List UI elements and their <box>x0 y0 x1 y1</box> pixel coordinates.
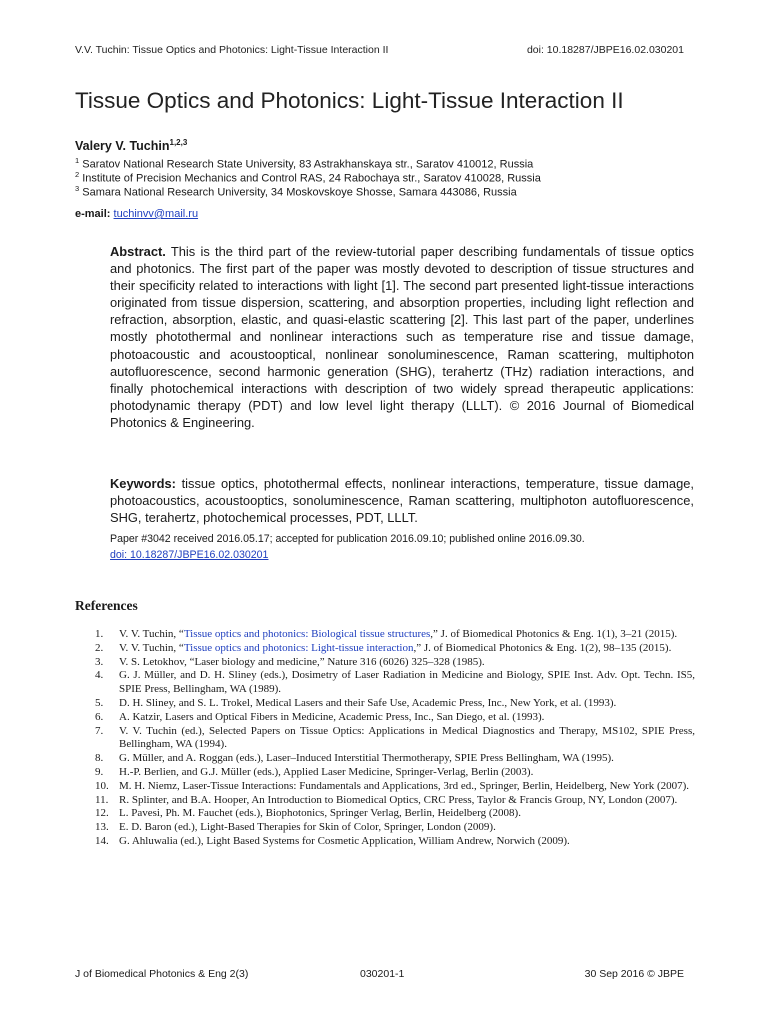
affiliation-2 <box>75 170 541 185</box>
paper-dates: Paper #3042 received 2016.05.17; accepted for publication 2016.09.10; published online 2016.09.30. <box>110 533 585 545</box>
reference-text: V. V. Tuchin, “ <box>119 641 184 654</box>
keywords-label: Keywords: <box>110 476 176 491</box>
reference-number: 5. <box>95 696 104 709</box>
footer-date: 30 Sep 2016 © JBPE <box>584 968 684 980</box>
reference-text: M. H. Niemz, Laser-Tissue Interactions: Fundamentals and Applications, 3rd ed., Springer, Berlin, Heidelberg, New York (2007). <box>119 779 690 792</box>
affiliation-number: 1 <box>75 156 80 165</box>
reference-item <box>95 835 695 849</box>
reference-item <box>95 821 695 835</box>
abstract-label: Abstract. <box>110 244 166 259</box>
email-line <box>75 208 198 220</box>
affiliation-text: Samara National Research University, 34 Moskovskoye Shosse, Samara 443086, Russia <box>82 186 517 199</box>
abstract <box>110 243 694 431</box>
reference-text: A. Katzir, Lasers and Optical Fibers in Medicine, Academic Press, Inc., San Diego, et al. (1993). <box>119 710 545 723</box>
running-header-doi: doi: 10.18287/JBPE16.02.030201 <box>526 44 684 56</box>
reference-number: 3. <box>95 655 104 668</box>
reference-item <box>95 725 695 753</box>
reference-number: 6. <box>95 710 104 723</box>
reference-text: L. Pavesi, Ph. M. Fauchet (eds.), Biophotonics, Springer Verlag, Berlin, Heidelberg (2008). <box>119 807 521 820</box>
email-label: e-mail: <box>75 208 111 220</box>
reference-item <box>95 794 695 808</box>
reference-text: R. Splinter, and B.A. Hooper, An Introduction to Biomedical Optics, CRC Press, Taylor & Francis Group, NY, London (2007). <box>119 793 678 806</box>
footer-page-id: 030201-1 <box>360 968 405 980</box>
reference-number: 1. <box>95 628 104 640</box>
affiliation-text: Institute of Precision Mechanics and Control RAS, 24 Rabochaya str., Saratov 410028, Russia <box>82 172 541 185</box>
reference-number: 11. <box>95 793 109 806</box>
reference-text: E. D. Baron (ed.), Light-Based Therapies for Skin of Color, Springer, London (2009). <box>119 821 496 834</box>
paper-info <box>110 531 694 563</box>
reference-number: 14. <box>95 834 109 847</box>
reference-number: 4. <box>95 669 104 682</box>
affiliation-1 <box>75 156 533 171</box>
reference-text: V. V. Tuchin, “ <box>119 628 184 640</box>
reference-number: 9. <box>95 765 104 778</box>
reference-number: 2. <box>95 641 104 654</box>
affiliation-text: Saratov National Research State University, 83 Astrakhanskaya str., Saratov 410012, Russia <box>82 158 534 171</box>
reference-item <box>95 780 695 794</box>
reference-item <box>95 669 695 697</box>
affiliation-number: 2 <box>75 170 80 179</box>
keywords <box>110 475 694 526</box>
footer-journal: J of Biomedical Photonics & Eng 2(3) <box>75 968 249 980</box>
author-line <box>75 138 187 153</box>
references-heading: References <box>75 598 138 613</box>
references-list <box>95 628 695 849</box>
reference-link[interactable]: Tissue optics and photonics: Biological tissue structures <box>183 628 431 640</box>
abstract-text: This is the third part of the review-tutorial paper describing fundamentals of tissue optics and photonics. The first part of the paper was mostly devoted to description of tissue structures and their specificity related to interactions with light [1]. The second part presented light-tissue interactions originated from tissue dispersion, scattering, and absorption properties, including light reflection and refraction, absorption, elastic, and quasi-elastic scattering [2]. This last part of the paper, underlines mostly photothermal and nonlinear interactions such as temperature rise and tissue damage, photoacoustic and acoustooptical, nonlinear sonoluminescence, Raman scattering, multiphoton autofluorescence, second harmonic generation (SHG), terahertz (THz) radiation interactions, and finally photochemical interactions with description of two widely spread therapeutic applications: photodynamic therapy (PDT) and low level light therapy (LLLT). © 2016 Journal of Biomedical Photonics & Engineering. <box>110 244 694 430</box>
paper-title: Tissue Optics and Photonics: Light-Tissue Interaction II <box>75 88 624 113</box>
reference-item <box>95 656 695 670</box>
author-affiliation-marks: 1,2,3 <box>169 138 188 147</box>
reference-text: G. J. Müller, and D. H. Sliney (eds.), Dosimetry of Laser Radiation in Medicine and Biology, SPIE Inst. Adv. Opt. Techn. IS5, SPIE Press, Bellingham, WA (1989). <box>119 669 695 696</box>
reference-text: V. V. Tuchin (ed.), Selected Papers on Tissue Optics: Applications in Medical Diagnostics and Therapy, MS102, SPIE Press, Bellingham, WA (1994). <box>119 724 695 751</box>
reference-item <box>95 628 695 642</box>
reference-link[interactable]: Tissue optics and photonics: Light-tissue interaction <box>183 641 414 654</box>
doi-link[interactable]: doi: 10.18287/JBPE16.02.030201 <box>110 549 269 561</box>
reference-number: 10. <box>95 779 109 792</box>
reference-number: 7. <box>95 724 104 737</box>
reference-item <box>95 766 695 780</box>
reference-text: V. S. Letokhov, “Laser biology and medicine,” Nature 316 (6026) 325–328 (1985). <box>119 655 485 668</box>
reference-text: G. Müller, and A. Roggan (eds.), Laser–Induced Interstitial Thermotherapy, SPIE Press Bellingham, WA (1995). <box>119 752 614 765</box>
reference-text-tail: ,” J. of Biomedical Photonics & Eng. 1(2), 98–135 (2015). <box>413 641 672 654</box>
reference-item <box>95 642 695 656</box>
affiliation-number: 3 <box>75 184 80 193</box>
author-name: Valery V. Tuchin <box>75 139 170 154</box>
reference-text: H.-P. Berlien, and G.J. Müller (eds.), Applied Laser Medicine, Springer-Verlag, Berlin (2003). <box>119 765 534 778</box>
reference-number: 8. <box>95 752 104 765</box>
email-link[interactable]: tuchinvv@mail.ru <box>113 208 199 220</box>
reference-number: 13. <box>95 821 109 834</box>
reference-number: 12. <box>95 807 109 820</box>
keywords-text: tissue optics, photothermal effects, nonlinear interactions, temperature, tissue damage, photoacoustics, acoustooptics, sonoluminescence, Raman scattering, multiphoton autofluorescence, SHG, terahertz, photochemical processes, PDT, LLLT. <box>110 476 694 526</box>
reference-item <box>95 697 695 711</box>
reference-text-tail: ,” J. of Biomedical Photonics & Eng. 1(1), 3–21 (2015). <box>430 628 678 640</box>
reference-item <box>95 711 695 725</box>
running-header-left: V.V. Tuchin: Tissue Optics and Photonics: Light-Tissue Interaction II <box>75 44 389 56</box>
affiliation-3 <box>75 184 517 199</box>
reference-item <box>95 807 695 821</box>
reference-text: G. Ahluwalia (ed.), Light Based Systems for Cosmetic Application, William Andrew, Norwich (2009). <box>119 834 570 847</box>
reference-item <box>95 752 695 766</box>
reference-text: D. H. Sliney, and S. L. Trokel, Medical Lasers and their Safe Use, Academic Press, Inc., New York, et al. (1993). <box>119 696 617 709</box>
